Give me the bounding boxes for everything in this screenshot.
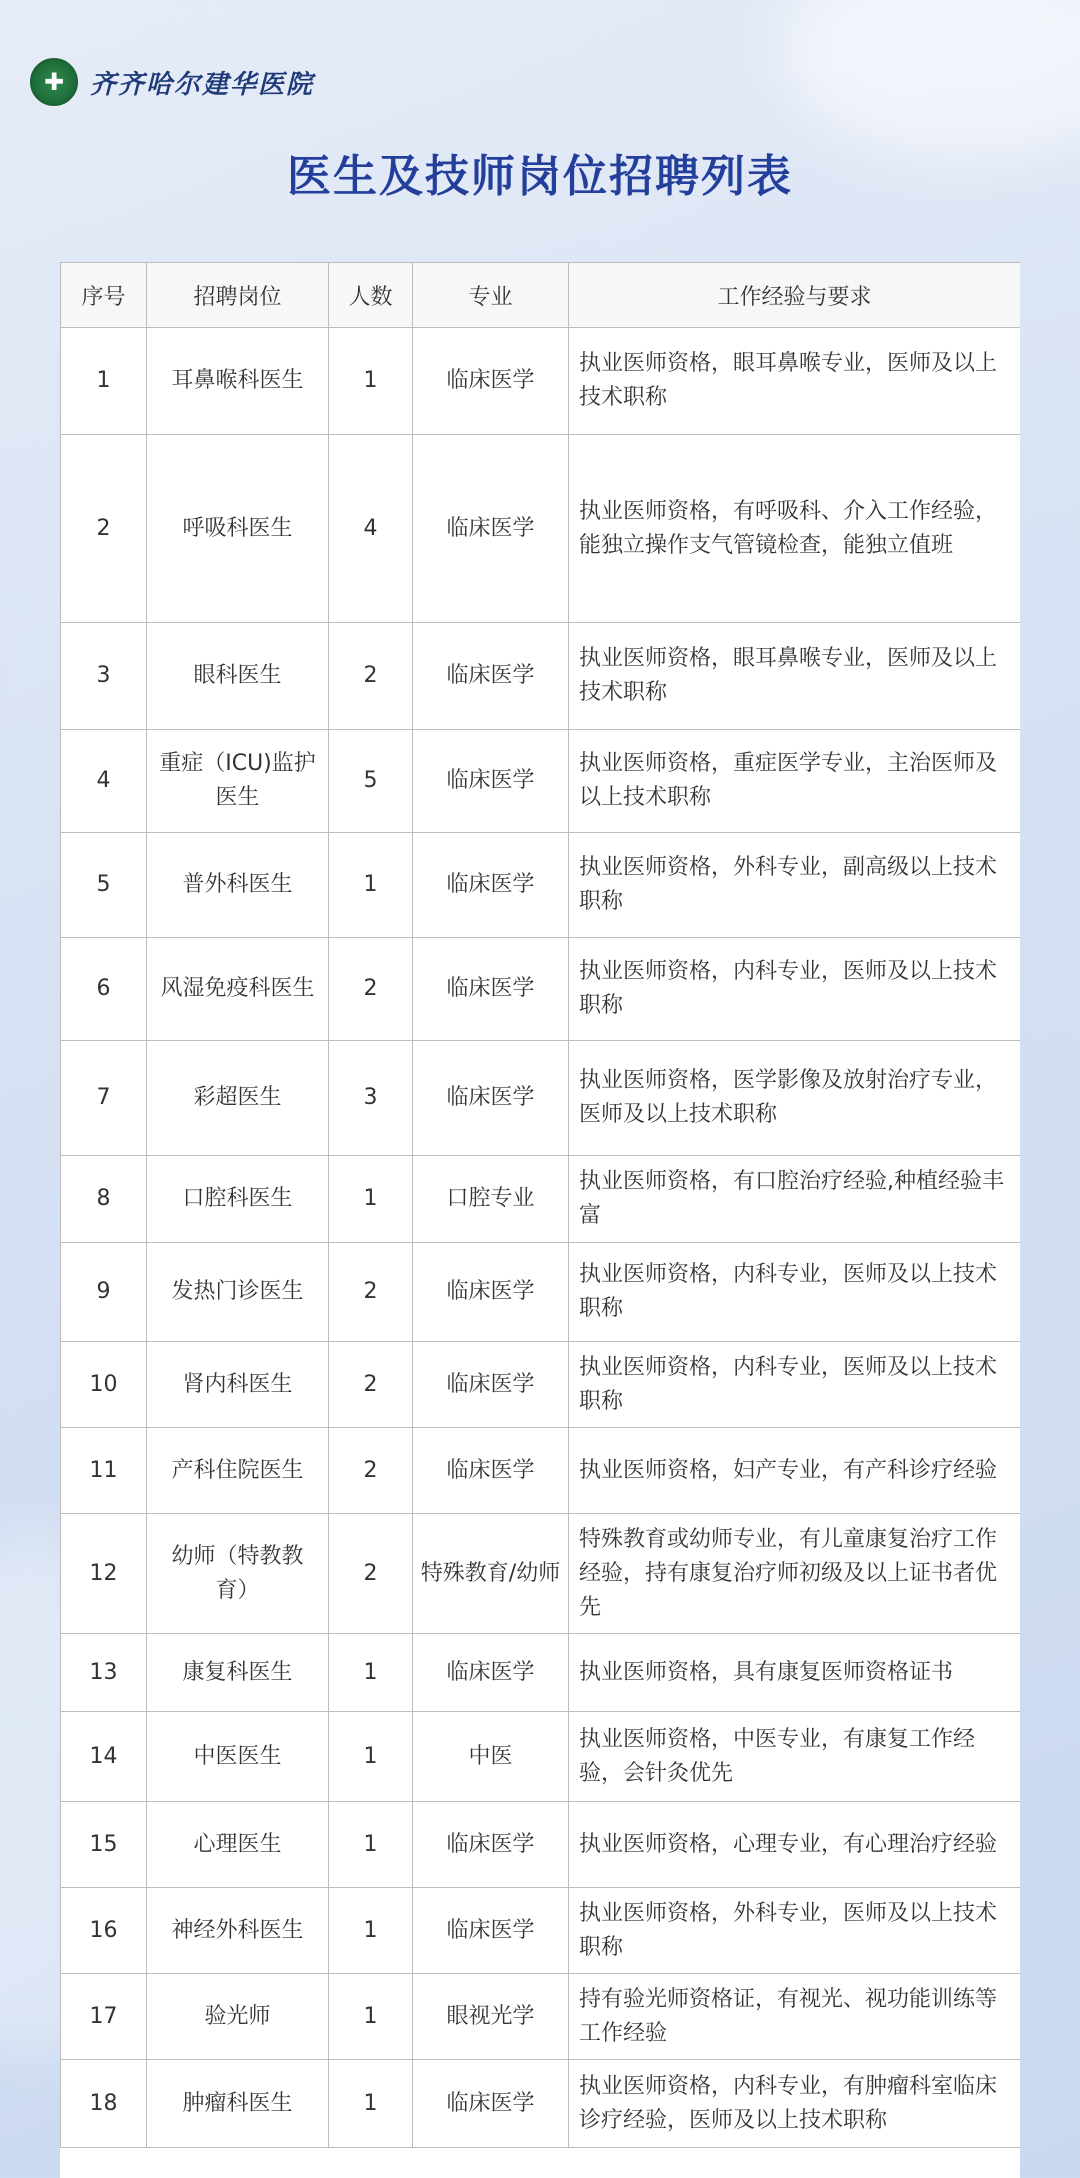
- cell-number: 16: [61, 1888, 147, 1974]
- cell-major: 中医: [413, 1712, 569, 1802]
- table-header-row: [61, 263, 1021, 328]
- cell-number: 11: [61, 1428, 147, 1514]
- column-header-number: 序号: [61, 263, 147, 328]
- hospital-header: [30, 52, 314, 112]
- cell-number: 18: [61, 2060, 147, 2148]
- cell-major: 临床医学: [413, 833, 569, 938]
- cell-requirement: 执业医师资格，中医专业，有康复工作经验，会针灸优先: [569, 1712, 1021, 1802]
- cell-position: 心理医生: [147, 1802, 329, 1888]
- cell-count: 2: [329, 1428, 413, 1514]
- cell-position: 康复科医生: [147, 1634, 329, 1712]
- cell-requirement: 特殊教育或幼师专业，有儿童康复治疗工作经验，持有康复治疗师初级及以上证书者优先: [569, 1514, 1021, 1634]
- background-glow: [780, 0, 1080, 160]
- cell-count: 2: [329, 1342, 413, 1428]
- cell-requirement: 执业医师资格，内科专业，医师及以上技术职称: [569, 938, 1021, 1041]
- cell-count: 1: [329, 833, 413, 938]
- cell-count: 4: [329, 435, 413, 623]
- cell-major: 临床医学: [413, 730, 569, 833]
- table-row: [61, 1712, 1021, 1802]
- cell-requirement: 持有验光师资格证，有视光、视功能训练等工作经验: [569, 1974, 1021, 2060]
- table-row: [61, 1243, 1021, 1342]
- cell-position: 肿瘤科医生: [147, 2060, 329, 2148]
- cell-number: 14: [61, 1712, 147, 1802]
- cell-number: 2: [61, 435, 147, 623]
- cell-major: 特殊教育/幼师: [413, 1514, 569, 1634]
- cell-position: 幼师（特教教育）: [147, 1514, 329, 1634]
- column-header-count: 人数: [329, 263, 413, 328]
- cell-position: 口腔科医生: [147, 1156, 329, 1243]
- cell-count: 1: [329, 2060, 413, 2148]
- cell-position: 耳鼻喉科医生: [147, 328, 329, 435]
- cell-major: 临床医学: [413, 1802, 569, 1888]
- cell-position: 中医医生: [147, 1712, 329, 1802]
- cell-requirement: 执业医师资格，内科专业，医师及以上技术职称: [569, 1342, 1021, 1428]
- table-row: [61, 833, 1021, 938]
- table-row: [61, 2060, 1021, 2148]
- cell-requirement: 执业医师资格，有呼吸科、介入工作经验，能独立操作支气管镜检查，能独立值班: [569, 435, 1021, 623]
- cell-position: 神经外科医生: [147, 1888, 329, 1974]
- cell-major: 临床医学: [413, 1428, 569, 1514]
- cell-requirement: 执业医师资格，有口腔治疗经验,种植经验丰富: [569, 1156, 1021, 1243]
- cell-major: 临床医学: [413, 1888, 569, 1974]
- cell-count: 2: [329, 623, 413, 730]
- table-row: [61, 623, 1021, 730]
- cell-position: 重症（ICU)监护医生: [147, 730, 329, 833]
- cell-position: 普外科医生: [147, 833, 329, 938]
- cell-requirement: 执业医师资格，内科专业，有肿瘤科室临床诊疗经验，医师及以上技术职称: [569, 2060, 1021, 2148]
- cell-major: 临床医学: [413, 1041, 569, 1156]
- table-row: [61, 1634, 1021, 1712]
- cell-count: 1: [329, 1634, 413, 1712]
- cell-number: 1: [61, 328, 147, 435]
- cell-position: 风湿免疫科医生: [147, 938, 329, 1041]
- table-row: [61, 938, 1021, 1041]
- cell-count: 3: [329, 1041, 413, 1156]
- cell-number: 6: [61, 938, 147, 1041]
- table-row: [61, 435, 1021, 623]
- cell-number: 4: [61, 730, 147, 833]
- table-row: [61, 1342, 1021, 1428]
- cell-count: 1: [329, 328, 413, 435]
- cell-count: 1: [329, 1156, 413, 1243]
- cell-requirement: 执业医师资格，外科专业，副高级以上技术职称: [569, 833, 1021, 938]
- cell-position: 发热门诊医生: [147, 1243, 329, 1342]
- cell-position: 验光师: [147, 1974, 329, 2060]
- cell-major: 眼视光学: [413, 1974, 569, 2060]
- cell-major: 临床医学: [413, 1243, 569, 1342]
- table-row: [61, 1041, 1021, 1156]
- cell-requirement: 执业医师资格，眼耳鼻喉专业，医师及以上技术职称: [569, 328, 1021, 435]
- cell-requirement: 执业医师资格，具有康复医师资格证书: [569, 1634, 1021, 1712]
- recruitment-table: [60, 262, 1020, 2148]
- table-row: [61, 1974, 1021, 2060]
- hospital-name: 齐齐哈尔建华医院: [90, 69, 315, 100]
- cell-major: 临床医学: [413, 938, 569, 1041]
- cell-number: 10: [61, 1342, 147, 1428]
- table-row: [61, 328, 1021, 435]
- cell-number: 7: [61, 1041, 147, 1156]
- table-row: [61, 1802, 1021, 1888]
- cell-major: 临床医学: [413, 623, 569, 730]
- table-row: [61, 1156, 1021, 1243]
- recruitment-table-wrapper: [60, 262, 1020, 2178]
- cell-position: 产科住院医生: [147, 1428, 329, 1514]
- table-row: [61, 1428, 1021, 1514]
- cell-number: 3: [61, 623, 147, 730]
- cell-count: 2: [329, 1514, 413, 1634]
- cell-requirement: 执业医师资格，内科专业，医师及以上技术职称: [569, 1243, 1021, 1342]
- cell-requirement: 执业医师资格，心理专业，有心理治疗经验: [569, 1802, 1021, 1888]
- cell-number: 15: [61, 1802, 147, 1888]
- hospital-logo-icon: [30, 58, 78, 106]
- cell-major: 临床医学: [413, 1634, 569, 1712]
- cell-number: 5: [61, 833, 147, 938]
- table-row: [61, 1888, 1021, 1974]
- cell-count: 1: [329, 1974, 413, 2060]
- cell-major: 临床医学: [413, 1342, 569, 1428]
- table-row: [61, 730, 1021, 833]
- cell-count: 2: [329, 938, 413, 1041]
- cell-count: 5: [329, 730, 413, 833]
- cell-requirement: 执业医师资格，妇产专业，有产科诊疗经验: [569, 1428, 1021, 1514]
- cell-position: 眼科医生: [147, 623, 329, 730]
- cell-count: 1: [329, 1802, 413, 1888]
- cell-number: 8: [61, 1156, 147, 1243]
- cell-position: 肾内科医生: [147, 1342, 329, 1428]
- table-row: [61, 1514, 1021, 1634]
- cell-requirement: 执业医师资格，外科专业，医师及以上技术职称: [569, 1888, 1021, 1974]
- cell-position: 彩超医生: [147, 1041, 329, 1156]
- cell-position: 呼吸科医生: [147, 435, 329, 623]
- page-title: 医生及技师岗位招聘列表: [287, 151, 793, 202]
- cell-requirement: 执业医师资格，眼耳鼻喉专业，医师及以上技术职称: [569, 623, 1021, 730]
- cell-requirement: 执业医师资格，医学影像及放射治疗专业，医师及以上技术职称: [569, 1041, 1021, 1156]
- column-header-requirement: 工作经验与要求: [569, 263, 1021, 328]
- column-header-position: 招聘岗位: [147, 263, 329, 328]
- cell-major: 临床医学: [413, 328, 569, 435]
- cell-major: 口腔专业: [413, 1156, 569, 1243]
- cell-requirement: 执业医师资格，重症医学专业，主治医师及以上技术职称: [569, 730, 1021, 833]
- cell-number: 9: [61, 1243, 147, 1342]
- cell-count: 2: [329, 1243, 413, 1342]
- cell-number: 12: [61, 1514, 147, 1634]
- cell-major: 临床医学: [413, 435, 569, 623]
- cross-icon: ✚: [43, 68, 65, 96]
- cell-major: 临床医学: [413, 2060, 569, 2148]
- cell-number: 13: [61, 1634, 147, 1712]
- cell-count: 1: [329, 1712, 413, 1802]
- cell-number: 17: [61, 1974, 147, 2060]
- column-header-major: 专业: [413, 263, 569, 328]
- cell-count: 1: [329, 1888, 413, 1974]
